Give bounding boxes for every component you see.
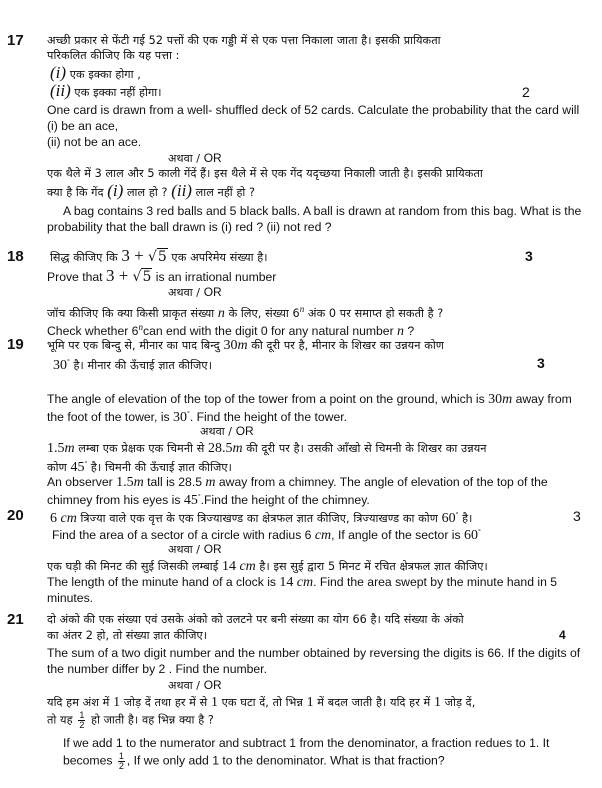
text: . Find the area swept by the minute hand in 5 bbox=[313, 575, 558, 589]
text: . Find the height of the tower. bbox=[189, 410, 348, 425]
math-unit: m bbox=[133, 475, 144, 490]
text: त्रिज्या वाले एक वृत्त के एक त्रिज्याखण्ड का क्षेत्रफल ज्ञात कीजिए, त्रिज्याखण्ड का कोण bbox=[76, 512, 442, 526]
radicand: 5 bbox=[157, 249, 167, 265]
exponent: n bbox=[138, 322, 143, 332]
denominator: 2 bbox=[79, 720, 85, 730]
fraction bbox=[118, 752, 125, 771]
alt-question-text-hindi: एक थैले में 3 लाल और 5 काली गेंदें हैं। इस थैले में से एक गेंद यदृच्छया निकाली जाती है। इसकी प्रायिकता bbox=[47, 167, 483, 180]
math-unit: cm bbox=[314, 528, 332, 544]
text: tall is 28.5 bbox=[143, 475, 206, 489]
or-hindi: अथवा / bbox=[168, 286, 204, 299]
degree-symbol: ° bbox=[187, 411, 190, 418]
or-english: OR bbox=[203, 542, 222, 556]
or-separator bbox=[168, 285, 222, 300]
text: क्या है कि गेंद bbox=[47, 186, 108, 199]
text: away from bbox=[512, 392, 572, 406]
math-number: 14 bbox=[222, 559, 237, 574]
alt-question-text-hindi bbox=[47, 694, 475, 711]
text: एक घटा दें, तो भिन्न bbox=[217, 696, 307, 709]
denominator: 2 bbox=[118, 761, 124, 771]
text: ? bbox=[404, 324, 415, 339]
math-number: 1.5 bbox=[47, 441, 65, 456]
question-text-hindi: अच्छी प्रकार से फेंटी गई 52 पत्तों की एक गड्डी में से एक पत्ता निकाला जाता है। इसकी प्रायिकता bbox=[47, 34, 441, 47]
text: Prove that bbox=[47, 270, 106, 284]
or-hindi: अथवा / bbox=[168, 152, 204, 165]
question-text-hindi: परिकलित कीजिए कि यह पत्ता : bbox=[47, 49, 180, 62]
part-text: एक इक्का होगा , bbox=[66, 68, 141, 81]
or-english: OR bbox=[203, 285, 222, 299]
math-variable: n bbox=[397, 324, 405, 340]
text: can end with the digit 0 for any natural number bbox=[142, 324, 398, 339]
text: लाल नहीं हो ? bbox=[191, 186, 256, 199]
text: के लिए, संख्या 6 bbox=[224, 307, 300, 321]
alt-question-text-english bbox=[63, 752, 445, 771]
fraction bbox=[78, 711, 85, 730]
part-label: (ii) bbox=[171, 181, 192, 200]
math-unit: cm bbox=[296, 575, 314, 590]
math-unit: m bbox=[64, 441, 75, 456]
alt-question-text-hindi bbox=[47, 711, 214, 730]
marks: 3 bbox=[525, 248, 533, 264]
question-number: 19 bbox=[7, 336, 24, 353]
math-number: 1 bbox=[210, 695, 218, 710]
alt-question-text-hindi bbox=[47, 183, 255, 201]
question-text-hindi bbox=[53, 355, 212, 374]
text: तो यह bbox=[47, 713, 77, 727]
question-text-english: The sum of a two digit number and the number obtained by reversing the digits is 66. If the digits of bbox=[47, 646, 581, 660]
math-unit: m bbox=[237, 338, 248, 353]
text: becomes bbox=[63, 753, 116, 768]
text: एक घड़ी की मिनट की सुई जिसकी लम्बाई bbox=[47, 560, 223, 573]
text: is an irrational number bbox=[152, 270, 277, 284]
math-number: 45 bbox=[70, 460, 85, 476]
question-text-hindi: दो अंको की एक संख्या एवं उसके अंको को उलटने पर बनी संख्या का योग 66 है। यदि संख्या के अंको bbox=[47, 613, 464, 626]
math-unit: m bbox=[502, 392, 513, 407]
marks: 4 bbox=[559, 628, 566, 642]
part-text: एक इक्का नहीं होगा। bbox=[70, 86, 162, 99]
degree-symbol: ° bbox=[84, 461, 88, 468]
numerator: 1 bbox=[79, 710, 85, 720]
text: भूमि पर एक बिन्दु से, मीनार का पाद बिन्दु bbox=[47, 339, 224, 352]
numerator: 1 bbox=[118, 751, 124, 761]
text: जोड़ दें तथा हर में से bbox=[120, 696, 211, 709]
question-text-english: (i) be an ace, bbox=[47, 119, 119, 133]
alt-question-text-hindi bbox=[47, 440, 487, 457]
text: है। bbox=[458, 512, 473, 526]
math-number: 30 bbox=[53, 358, 67, 374]
text: , If angle of the sector is bbox=[331, 528, 464, 543]
text: जोड़ दें, bbox=[440, 696, 476, 709]
math-unit: cm bbox=[60, 511, 77, 527]
text: एक अपरिमेय संख्या है। bbox=[167, 251, 268, 264]
text: An observer bbox=[47, 475, 117, 489]
question-text-english bbox=[47, 268, 276, 285]
text: में बदल जाती है। यदि हर में bbox=[313, 696, 434, 709]
text: है। इस सुई द्वारा 5 मिनट में रचित क्षेत्रफल ज्ञात कीजिए। bbox=[255, 560, 488, 573]
question-number: 17 bbox=[7, 32, 24, 49]
question-text-hindi: का अंतर 2 हो, तो संख्या ज्ञात कीजिए। bbox=[47, 629, 208, 642]
alt-question-text-english: A bag contains 3 red balls and 5 black balls. A ball is drawn at random from this bag. What is the bbox=[63, 204, 582, 218]
math-number: 30 bbox=[173, 410, 188, 426]
part-label: (i) bbox=[50, 63, 67, 82]
or-english: OR bbox=[235, 424, 254, 438]
question-text-english: the number differ by 2 . Find the number. bbox=[47, 662, 267, 676]
math-variable: n bbox=[217, 306, 225, 322]
text: कोण bbox=[47, 461, 71, 475]
text: की दूरी पर है, मीनार के शिखर का उन्नयन कोण bbox=[247, 339, 445, 352]
alt-question-text-english bbox=[47, 574, 557, 591]
text: हो जाती है। वह भिन्न क्या है ? bbox=[87, 713, 214, 727]
or-english: OR bbox=[203, 678, 222, 692]
math-unit: m bbox=[232, 441, 243, 456]
math-number: 30 bbox=[223, 338, 238, 353]
marks: 2 bbox=[522, 84, 530, 100]
text: Find the area of a sector of a circle with radius 6 bbox=[52, 528, 315, 543]
text: है। मीनार की ऊँचाई ज्ञात कीजिए। bbox=[69, 359, 213, 373]
radicand: 5 bbox=[142, 269, 152, 285]
math-number: 1 bbox=[306, 695, 314, 710]
alt-question-text-english: minutes. bbox=[47, 591, 94, 605]
question-text-english bbox=[47, 407, 347, 426]
math-number: 1 bbox=[113, 695, 121, 710]
alt-question-text-english bbox=[47, 474, 548, 491]
math-number: 45 bbox=[183, 493, 198, 509]
or-hindi: अथवा / bbox=[200, 425, 236, 438]
text: सिद्ध कीजिए कि bbox=[50, 251, 122, 264]
question-text-english bbox=[47, 391, 572, 408]
question-text-english: Find the area of a sector of a circle with radius 6 cm, If angle of the sector is 60° bbox=[52, 528, 481, 544]
or-separator bbox=[168, 542, 222, 557]
alt-question-text-english bbox=[47, 490, 370, 509]
or-separator bbox=[200, 424, 254, 439]
text: Check whether 6 bbox=[47, 324, 139, 339]
question-text-hindi bbox=[50, 248, 268, 266]
text: .Find the height of the chimney. bbox=[200, 493, 370, 508]
text: यदि हम अंश में bbox=[47, 696, 114, 709]
math-number: 60 bbox=[441, 511, 456, 527]
part-label: (i) bbox=[107, 181, 124, 200]
or-hindi: अथवा / bbox=[168, 679, 204, 692]
math-number: 30 bbox=[488, 392, 503, 407]
part-label: (ii) bbox=[50, 81, 71, 100]
or-separator bbox=[168, 678, 222, 693]
or-english: OR bbox=[203, 151, 222, 165]
question-text-hindi: 6 cm त्रिज्या वाले एक वृत्त के एक त्रिज्याखण्ड का क्षेत्रफल ज्ञात कीजिए, त्रिज्याखण्ड का कोण 60° है। bbox=[50, 511, 473, 527]
question-part-ii bbox=[50, 83, 162, 101]
question-text-hindi bbox=[47, 337, 444, 354]
math-expression: 3 + bbox=[121, 246, 148, 265]
text: the foot of the tower, is bbox=[47, 410, 174, 425]
sqrt-expression: √5 bbox=[132, 269, 152, 285]
exponent: n bbox=[299, 304, 305, 314]
alt-question-text-hindi bbox=[47, 558, 488, 575]
text: अंक 0 पर समाप्त हो सकती है ? bbox=[304, 307, 444, 321]
question-text-english: (ii) not be an ace. bbox=[47, 135, 142, 149]
math-number: 28.5 bbox=[208, 441, 233, 456]
text: की दूरी पर है। उसकी आँखो से चिमनी के शिखर का उन्नयन bbox=[242, 442, 487, 455]
text: है। चिमनी की ऊँचाई ज्ञात कीजिए। bbox=[87, 461, 232, 475]
text: away from a chimney. The angle of elevation of the top of the bbox=[215, 475, 548, 489]
sqrt-expression: √5 bbox=[147, 249, 167, 265]
math-number: 6 bbox=[50, 511, 61, 527]
text: chimney from his eyes is bbox=[47, 493, 184, 508]
math-number: 1.5 bbox=[116, 475, 134, 490]
text: , If we only add 1 to the denominator. What is that fraction? bbox=[126, 753, 445, 768]
degree-symbol: ° bbox=[197, 494, 201, 501]
marks: 3 bbox=[537, 355, 545, 371]
marks: 3 bbox=[573, 508, 581, 524]
question-number: 18 bbox=[7, 248, 24, 265]
math-unit: cm bbox=[239, 559, 256, 574]
text: लाल हो ? bbox=[123, 186, 172, 199]
degree-symbol: ° bbox=[67, 359, 70, 366]
or-hindi: अथवा / bbox=[168, 543, 204, 556]
text: The angle of elevation of the top of the tower from a point on the ground, which is bbox=[47, 392, 489, 406]
alt-question-text-english: probability that the ball drawn is (i) red ? (ii) not red ? bbox=[47, 220, 332, 234]
alt-question-text-english: If we add 1 to the numerator and subtract 1 from the denominator, a fraction redues to 1. It bbox=[63, 736, 550, 750]
question-number: 20 bbox=[7, 507, 24, 524]
text: The length of the minute hand of a clock is bbox=[47, 575, 280, 589]
math-expression: 3 + bbox=[105, 266, 133, 285]
question-number: 21 bbox=[7, 611, 24, 628]
math-number: 1 bbox=[433, 695, 441, 710]
question-text-english: One card is drawn from a well- shuffled deck of 52 cards. Calculate the probability that the card will bbox=[47, 103, 580, 117]
or-separator bbox=[168, 151, 222, 166]
text: लम्बा एक प्रेक्षक एक चिमनी से bbox=[74, 442, 209, 455]
text: जॉच कीजिए कि क्या किसी प्राकृत संख्या bbox=[47, 307, 218, 321]
math-unit: m bbox=[205, 475, 216, 490]
math-number: 14 bbox=[279, 575, 294, 590]
math-number: 60 bbox=[463, 528, 478, 544]
